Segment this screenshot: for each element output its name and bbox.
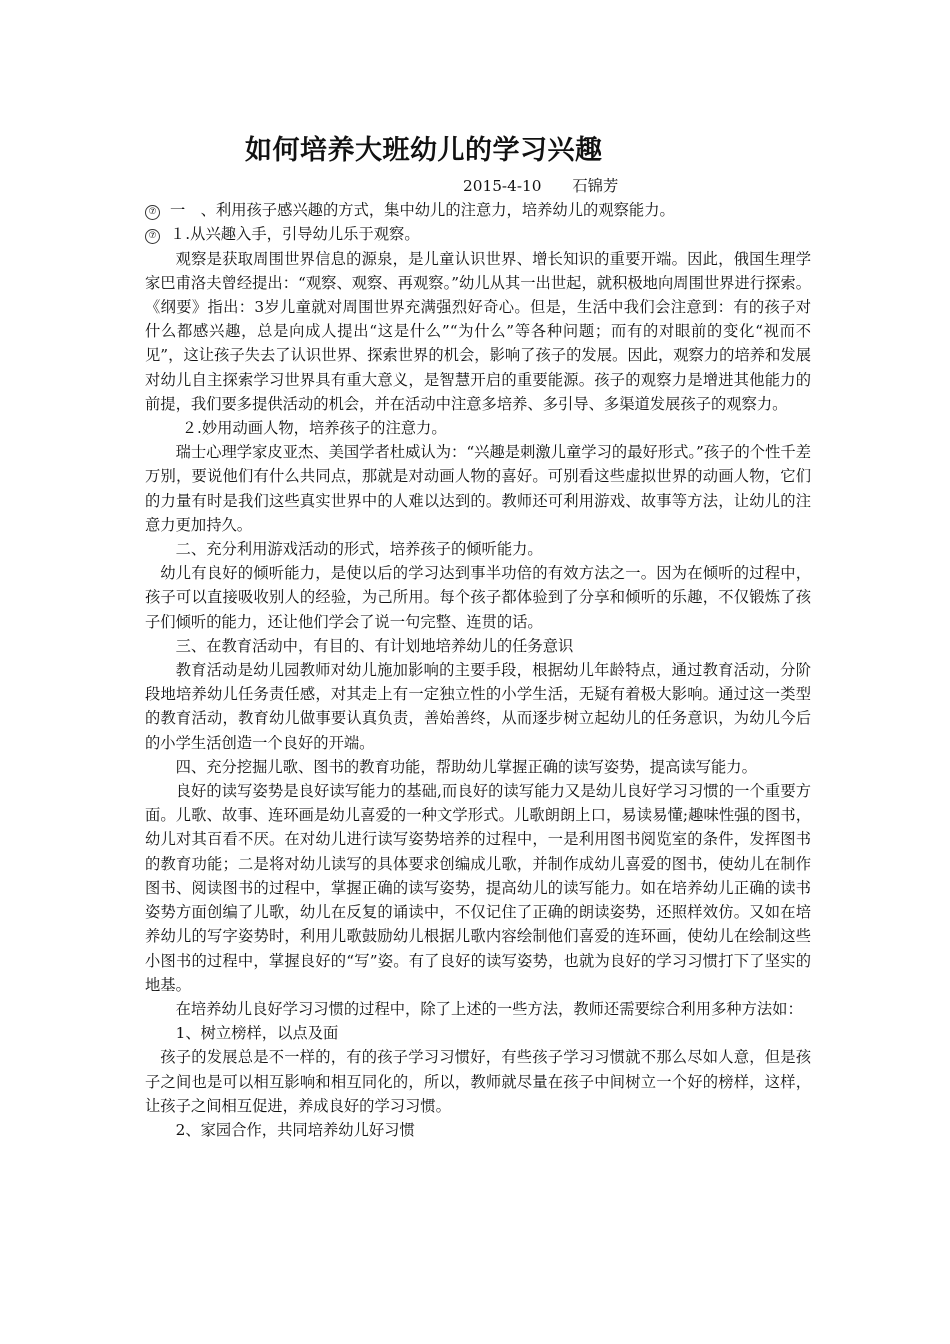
paragraph-attention: 瑞士心理学家皮亚杰、美国学者杜威认为：“兴趣是刺激儿童学习的最好形式。”孩子的个性千差万别，要说他们有什么共同点，那就是对动画人物的喜好。可别看这些虚拟世界的动画人物，它们的力量有时是我们这些真实世界中的人难以达到的。教师还可利用游戏、故事等方法，让幼儿的注意力更加持久。 [145,443,811,534]
paragraph-role-model: 孩子的发展总是不一样的，有的孩子学习习惯好，有些孩子学习习惯就不那么尽如人意，但是孩子之间也是可以相互影响和相互同化的，所以，教师就尽量在孩子中间树立一个好的榜样，这样，让孩子之间相互促进，养成良好的学习习惯。 [145,1048,811,1115]
document-body [145,132,811,1142]
section-heading-4: 四、充分挖掘儿歌、图书的教育功能，帮助幼儿掌握正确的读写姿势，提高读写能力。 [175,757,757,776]
subheading-role-model: 1、树立榜样，以点及面 [175,1024,339,1043]
document-title: 如何培养大班幼儿的学习兴趣 [245,135,603,166]
document-date: 2015-4-10 [463,177,542,195]
subheading-1-1-text: １.从兴趣入手，引导幼儿乐于观察。 [170,225,420,244]
section-heading-1-text: 一 、利用孩子感兴趣的方式，集中幼儿的注意力，培养幼儿的观察能力。 [170,201,675,220]
circled-number-bullet-icon: ⑦ [145,205,160,220]
section-heading-1 [145,198,811,222]
circled-number-bullet-icon: ⑦ [145,229,160,244]
subheading-home-school: 2、家园合作，共同培养幼儿好习惯 [175,1120,415,1139]
paragraph-listening: 幼儿有良好的倾听能力，是使以后的学习达到事半功倍的有效方法之一。因为在倾听的过程中，孩子可以直接吸收别人的经验，为己所用。每个孩子都体验到了分享和倾听的乐趣，不仅锻炼了孩子们倾听的能力，还让他们学会了说一句完整、连贯的话。 [145,564,811,631]
paragraph-observation: 观察是获取周围世界信息的源泉，是儿童认识世界、增长知识的重要开端。因此，俄国生理学家巴甫洛夫曾经提出：“观察、观察、再观察。”幼儿从其一出世起，就积极地向周围世界进行探索。《纲要》指出：3岁儿童就对周围世界充满强烈好奇心。但是，生活中我们会注意到：有的孩子对什么都感兴趣，总是向成人提出“这是什么”“为什么”等各种问题；而有的对眼前的变化“视而不见”，这让孩子失去了认识世界、探索世界的机会，影响了孩子的发展。因此，观察力的培养和发展对幼儿自主探索学习世界具有重大意义，是智慧开启的重要能源。孩子的观察力是增进其他能力的前提，我们要多提供活动的机会，并在活动中注意多培养、多引导、多渠道发展孩子的观察力。 [145,249,811,413]
section-heading-2: 二、充分利用游戏活动的形式，培养孩子的倾听能力。 [175,540,543,559]
section-heading-3: 三、在教育活动中，有目的、有计划地培养幼儿的任务意识 [175,636,574,655]
byline [145,174,811,198]
paragraph-methods-intro: 在培养幼儿良好学习习惯的过程中，除了上述的一些方法，教师还需要综合利用多种方法如： [175,999,803,1018]
paragraph-reading-writing: 良好的读写姿势是良好读写能力的基础,而良好的读写能力又是幼儿良好学习习惯的一个重要方面。儿歌、故事、连环画是幼儿喜爱的一种文学形式。儿歌朗朗上口，易读易懂;趣味性强的图书，幼儿对其百看不厌。在对幼儿进行读写姿势培养的过程中，一是利用图书阅览室的条件，发挥图书的教育功能；二是将对幼儿读写的具体要求创编成儿歌，并制作成幼儿喜爱的图书，使幼儿在制作图书、阅读图书的过程中，掌握正确的读写姿势，提高幼儿的读写能力。如在培养幼儿正确的读书姿势方面创编了儿歌，幼儿在反复的诵读中，不仅记住了正确的朗读姿势，还照样效仿。又如在培养幼儿的写字姿势时，利用儿歌鼓励幼儿根据儿歌内容绘制他们喜爱的连环画，使幼儿在绘制这些小图书的过程中，掌握良好的“写”姿。有了良好的读写姿势，也就为良好的学习习惯打下了坚实的地基。 [145,782,811,994]
subheading-1-2: ２.妙用动画人物，培养孩子的注意力。 [181,419,447,438]
document-author: 石锦芳 [572,177,619,195]
subheading-1-1 [145,222,811,246]
paragraph-task-awareness: 教育活动是幼儿园教师对幼儿施加影响的主要手段，根据幼儿年龄特点，通过教育活动，分阶段地培养幼儿任务责任感，对其走上有一定独立性的小学生活，无疑有着极大影响。通过这一类型的教育活动，教育幼儿做事要认真负责，善始善终，从而逐步树立起幼儿的任务意识，为幼儿今后的小学生活创造一个良好的开端。 [145,661,811,752]
